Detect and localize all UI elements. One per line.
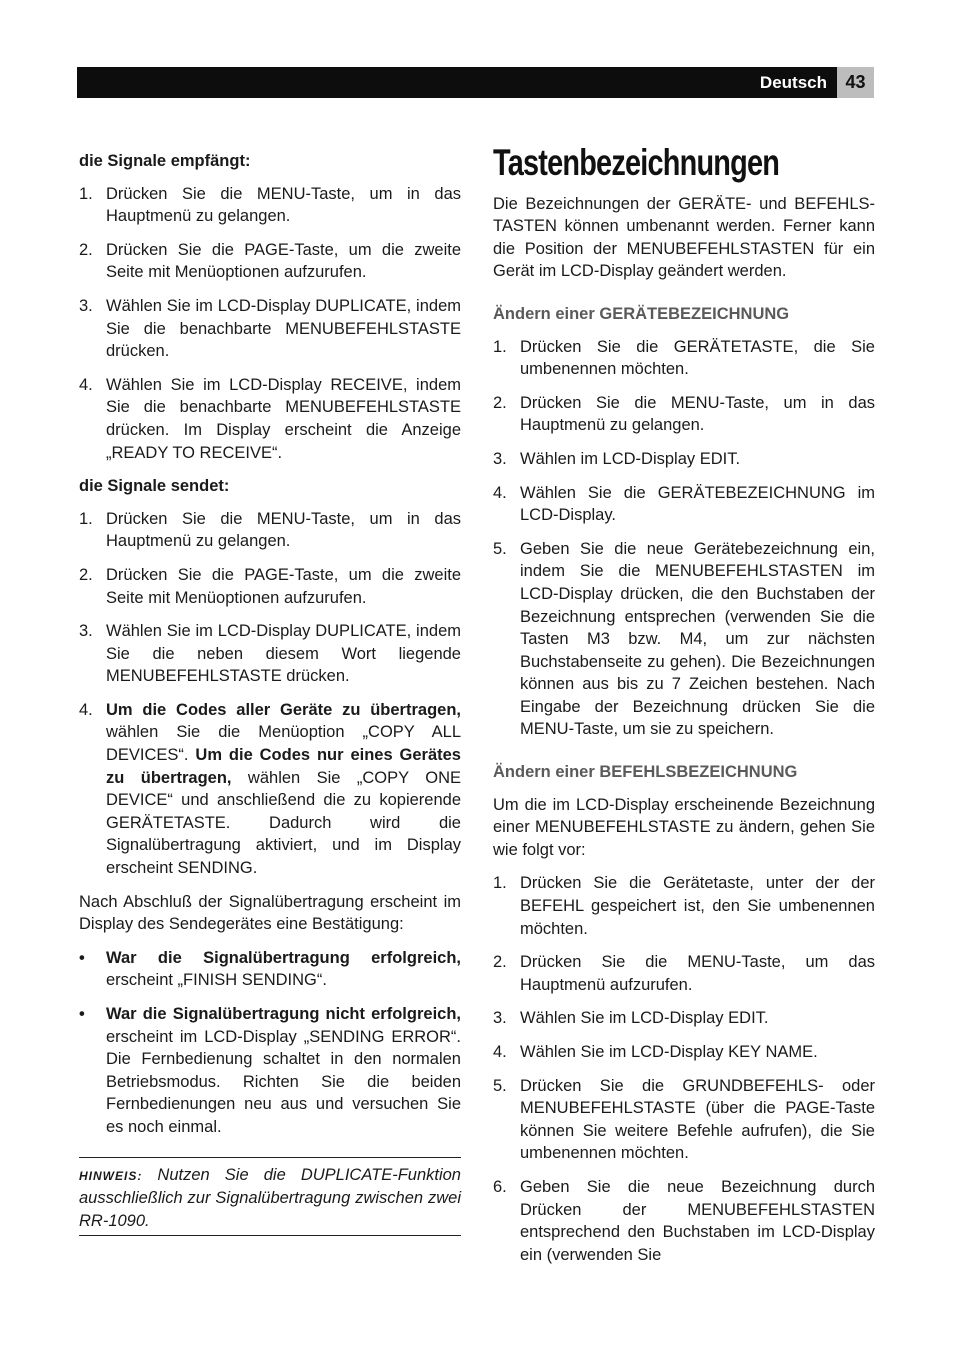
command-rename-heading: Ändern einer BEFEHLSBEZEICHNUNG bbox=[493, 763, 798, 782]
list-item: 4. Um die Codes aller Geräte zu übertragen, wählen Sie die Menüoption „COPY ALL DEVICES“. Um die Codes nur eines Gerätes zu übertragen, wählen Sie „COPY ONE DEVICE“ und anschließend die zu kopierende GERÄTETASTE. Dadurch wird die Signalübertragung aktiviert, und im Display erscheint SENDING. bbox=[79, 700, 462, 878]
note-text: Nutzen Sie die DUPLICATE-Funktion ausschließlich zur Signalübertragung zwischen zwei RR-1090. bbox=[79, 1165, 461, 1230]
list-item: 3. Wählen Sie im LCD-Display DUPLICATE, indem Sie die benachbarte MENUBEFEHLSTASTE drücken. bbox=[79, 296, 461, 361]
list-item: • War die Signalübertragung nicht erfolgreich, erscheint im LCD-Display „SENDING ERROR“. Die Fernbedienung schaltet in den normalen Betriebsmodus. Richten Sie die beiden Fernbedienungen neu aus und versuchen Sie es noch einmal. bbox=[79, 1005, 461, 1136]
list-item: 3. Wählen Sie im LCD-Display DUPLICATE, indem Sie die neben diesem Wort liegende MENUBEFEHLSTASTE drücken. bbox=[79, 622, 461, 686]
send-steps-list bbox=[79, 508, 461, 880]
list-item: 1. Drücken Sie die Gerätetaste, unter der der BEFEHL gespeichert ist, den Sie umbenennen möchten. bbox=[493, 874, 875, 938]
list-item: 5. Geben Sie die neue Gerätebezeichnung ein, indem Sie die MENUBEFEHLSTASTEN im LCD-Display drücken, die den Buchstaben der Bezeichnung entsprechen (verwenden Sie die Tasten M3 bzw. M4, um zur nächsten Buchstabenseite zu gehen). Die Bezeichnungen können aus bis zu 7 Zeichen bestehen. Nach Eingabe der Bezeichnung drücken Sie die MENU-Taste, um sie zu speichern. bbox=[493, 539, 875, 739]
command-intro-paragraph: Um die im LCD-Display erscheinende Bezeichnung einer MENUBEFEHLSTASTE zu ändern, gehen Sie wie folgt vor: bbox=[493, 795, 875, 859]
list-item: 2. Drücken Sie die PAGE-Taste, um die zweite Seite mit Menüoptionen aufzurufen. bbox=[79, 240, 461, 282]
device-steps-list bbox=[493, 336, 875, 742]
list-item: 3. Wählen Sie im LCD-Display EDIT. bbox=[493, 1009, 769, 1028]
list-item: 1. Drücken Sie die MENU-Taste, um in das Hauptmenü zu gelangen. bbox=[79, 184, 461, 226]
result-bullets bbox=[79, 947, 461, 1139]
list-item: 4. Wählen Sie die GERÄTEBEZEICHNUNG im LCD-Display. bbox=[493, 483, 875, 525]
device-rename-heading: Ändern einer GERÄTEBEZEICHNUNG bbox=[493, 304, 790, 323]
receive-steps-list bbox=[79, 183, 461, 465]
after-transfer-paragraph: Nach Abschluß der Signalübertragung erscheint im Display des Sendegerätes eine Bestätigung: bbox=[79, 892, 461, 934]
list-item: 4. Wählen Sie im LCD-Display RECEIVE, indem Sie die benachbarte MENUBEFEHLSTASTE drücken. Im Display erscheint die Anzeige „READY TO RECEIVE“. bbox=[79, 375, 461, 462]
list-item: 4. Wählen Sie im LCD-Display KEY NAME. bbox=[493, 1043, 818, 1061]
intro-paragraph: Die Bezeichnungen der GERÄTE- und BEFEHLS-TASTEN können umbenannt werden. Ferner kann die Position der MENUBEFEHLSTASTEN für ein Gerät im LCD-Display geändert werden. bbox=[493, 194, 875, 281]
page-header bbox=[77, 67, 874, 98]
list-item: 1. Drücken Sie die MENU-Taste, um in das Hauptmenü zu gelangen. bbox=[79, 509, 461, 551]
command-steps-list bbox=[493, 872, 875, 1266]
page-title: Tastenbezeichnungen bbox=[493, 142, 780, 183]
page-number: 43 bbox=[837, 67, 874, 98]
note-label: HINWEIS: bbox=[79, 1168, 143, 1183]
list-item: 2. Drücken Sie die PAGE-Taste, um die zweite Seite mit Menüoptionen aufzurufen. bbox=[79, 565, 461, 607]
right-column bbox=[493, 142, 875, 1277]
list-item: 1. Drücken Sie die GERÄTETASTE, die Sie umbenennen möchten. bbox=[493, 337, 875, 379]
list-item: 6. Geben Sie die neue Bezeichnung durch Drücken der MENUBEFEHLSTASTEN entsprechend den Buchstaben im LCD-Display ein (verwenden Sie bbox=[493, 1177, 875, 1264]
list-item: • War die Signalübertragung erfolgreich, erscheint „FINISH SENDING“. bbox=[79, 948, 461, 990]
list-item: 5. Drücken Sie die GRUNDBEFEHLS- oder MENUBEFEHLSTASTE (über die PAGE-Taste können Sie weitere Befehle aufrufen), die Sie umbenennen möchten. bbox=[493, 1076, 875, 1163]
header-language: Deutsch bbox=[759, 73, 827, 92]
list-item: 2. Drücken Sie die MENU-Taste, um in das Hauptmenü zu gelangen. bbox=[493, 393, 875, 435]
list-item: 2. Drücken Sie die MENU-Taste, um das Hauptmenü aufzurufen. bbox=[493, 953, 875, 994]
receive-heading: die Signale empfängt: bbox=[79, 152, 251, 170]
send-heading: die Signale sendet: bbox=[79, 477, 230, 496]
left-column bbox=[79, 150, 461, 1236]
list-item: 3. Wählen im LCD-Display EDIT. bbox=[493, 449, 741, 468]
note-box bbox=[79, 1157, 461, 1237]
